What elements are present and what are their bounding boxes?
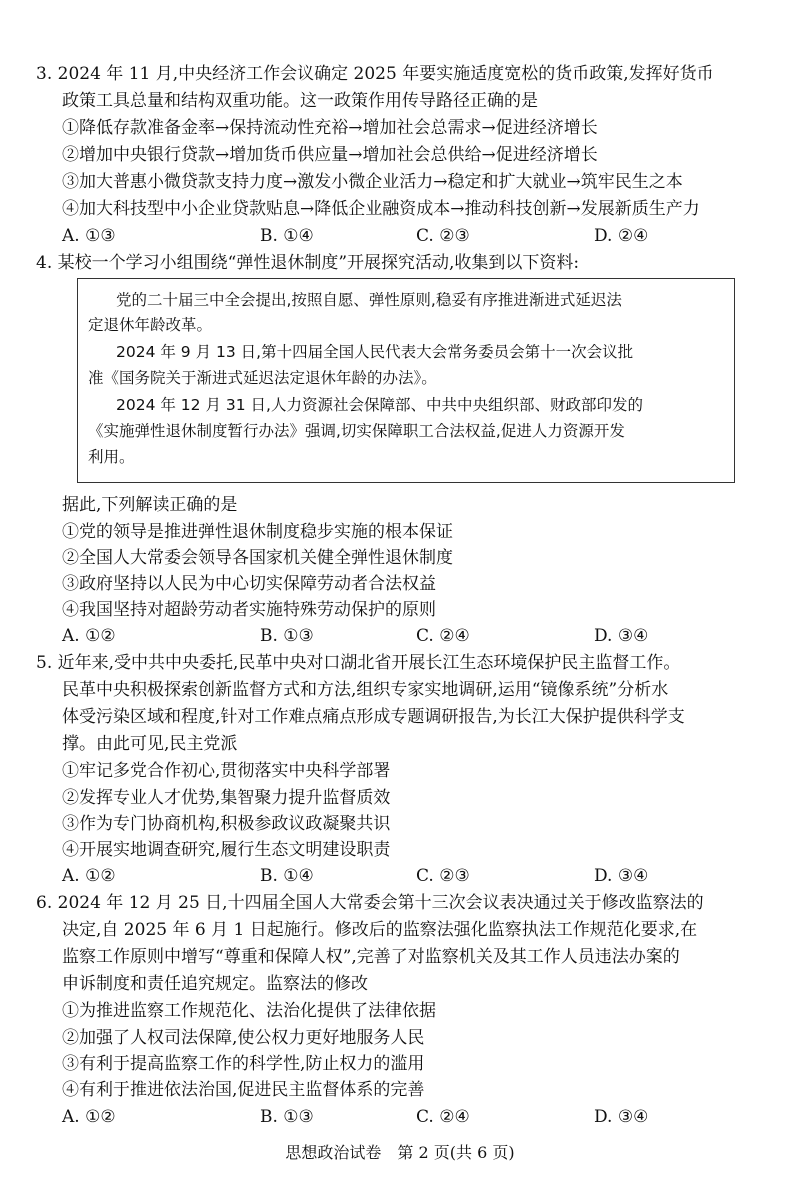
question-stem: 撑。由此可见,民主党派 xyxy=(62,734,238,754)
statement-3: ③作为专门协商机构,积极参政议政凝聚共识 xyxy=(62,814,391,834)
statement-3: ③政府坚持以人民为中心切实保障劳动者合法权益 xyxy=(62,574,436,594)
question-stem: 5. 近年来,受中共中央委托,民革中央对口湖北省开展长江生态环境保护民主监督工作。 xyxy=(36,653,681,673)
material-box xyxy=(77,278,735,483)
option-c[interactable]: C. ②③ xyxy=(416,866,470,886)
material-line: 《实施弹性退休制度暂行办法》强调,切实保障职工合法权益,促进人力资源开发 xyxy=(88,422,625,440)
option-b[interactable]: B. ①④ xyxy=(260,866,314,886)
answer-options xyxy=(62,1105,752,1129)
option-a[interactable]: A. ①② xyxy=(62,866,116,886)
question-stem: 4. 某校一个学习小组围绕“弹性退休制度”开展探究活动,收集到以下资料: xyxy=(36,253,580,273)
answer-options xyxy=(62,864,752,888)
option-c[interactable]: C. ②③ xyxy=(416,226,470,246)
question-stem: 监察工作原则中增写“尊重和保障人权”,完善了对监察机关及其工作人员违法办案的 xyxy=(62,947,680,967)
option-b[interactable]: B. ①③ xyxy=(260,626,314,646)
material-line: 利用。 xyxy=(88,448,135,466)
option-d[interactable]: D. ③④ xyxy=(594,626,649,646)
material-line: 2024 年 9 月 13 日,第十四届全国人民代表大会常务委员会第十一次会议批 xyxy=(116,343,634,361)
option-c[interactable]: C. ②④ xyxy=(416,626,470,646)
option-a[interactable]: A. ①② xyxy=(62,626,116,646)
statement-1: ①党的领导是推进弹性退休制度稳步实施的根本保证 xyxy=(62,522,453,542)
option-d[interactable]: D. ③④ xyxy=(594,866,649,886)
question-stem: 体受污染区域和程度,针对工作难点痛点形成专题调研报告,为长江大保护提供科学支 xyxy=(62,707,685,727)
material-line: 定退休年龄改革。 xyxy=(88,316,213,334)
answer-options xyxy=(62,624,752,648)
option-a[interactable]: A. ①② xyxy=(62,1107,116,1127)
statement-4: ④我国坚持对超龄劳动者实施特殊劳动保护的原则 xyxy=(62,600,436,620)
statement-1: ①降低存款准备金率→保持流动性充裕→增加社会总需求→促进经济增长 xyxy=(62,118,598,138)
page-footer: 思想政治试卷 第 2 页(共 6 页) xyxy=(285,1143,515,1162)
statement-4: ④有利于推进依法治国,促进民主监督体系的完善 xyxy=(62,1080,425,1100)
statement-3: ③有利于提高监察工作的科学性,防止权力的滥用 xyxy=(62,1054,425,1074)
statement-2: ②增加中央银行贷款→增加货币供应量→增加社会总供给→促进经济增长 xyxy=(62,145,598,165)
statement-4: ④开展实地调查研究,履行生态文明建设职责 xyxy=(62,840,391,860)
material-line: 2024 年 12 月 31 日,人力资源社会保障部、中共中央组织部、财政部印发的 xyxy=(116,396,643,414)
statement-1: ①为推进监察工作规范化、法治化提供了法律依据 xyxy=(62,1001,436,1021)
question-stem: 政策工具总量和结构双重功能。这一政策作用传导路径正确的是 xyxy=(62,91,538,111)
statement-1: ①牢记多党合作初心,贯彻落实中央科学部署 xyxy=(62,761,391,781)
option-b[interactable]: B. ①③ xyxy=(260,1107,314,1127)
statement-2: ②发挥专业人才优势,集智聚力提升监督质效 xyxy=(62,788,391,808)
statement-2: ②加强了人权司法保障,使公权力更好地服务人民 xyxy=(62,1028,425,1048)
option-b[interactable]: B. ①④ xyxy=(260,226,314,246)
question-prompt: 据此,下列解读正确的是 xyxy=(62,495,238,515)
statement-2: ②全国人大常委会领导各国家机关健全弹性退休制度 xyxy=(62,548,453,568)
option-d[interactable]: D. ③④ xyxy=(594,1107,649,1127)
option-a[interactable]: A. ①③ xyxy=(62,226,116,246)
question-stem: 民革中央积极探索创新监督方式和方法,组织专家实地调研,运用“镜像系统”分析水 xyxy=(62,680,669,700)
option-d[interactable]: D. ②④ xyxy=(594,226,649,246)
material-line: 党的二十届三中全会提出,按照自愿、弹性原则,稳妥有序推进渐进式延迟法 xyxy=(116,291,622,309)
question-stem: 3. 2024 年 11 月,中央经济工作会议确定 2025 年要实施适度宽松的货币政策,发挥好货币 xyxy=(36,64,714,84)
question-stem: 申诉制度和责任追究规定。监察法的修改 xyxy=(62,974,368,994)
question-stem: 决定,自 2025 年 6 月 1 日起施行。修改后的监察法强化监察执法工作规范化要求,在 xyxy=(62,920,698,940)
question-stem: 6. 2024 年 12 月 25 日,十四届全国人大常委会第十三次会议表决通过关于修改监察法的 xyxy=(36,893,704,913)
statement-4: ④加大科技型中小企业贷款贴息→降低企业融资成本→推动科技创新→发展新质生产力 xyxy=(62,199,700,219)
answer-options xyxy=(62,224,752,248)
option-c[interactable]: C. ②④ xyxy=(416,1107,470,1127)
statement-3: ③加大普惠小微贷款支持力度→激发小微企业活力→稳定和扩大就业→筑牢民生之本 xyxy=(62,172,683,192)
material-line: 准《国务院关于渐进式延迟法定退休年龄的办法》。 xyxy=(88,369,437,387)
